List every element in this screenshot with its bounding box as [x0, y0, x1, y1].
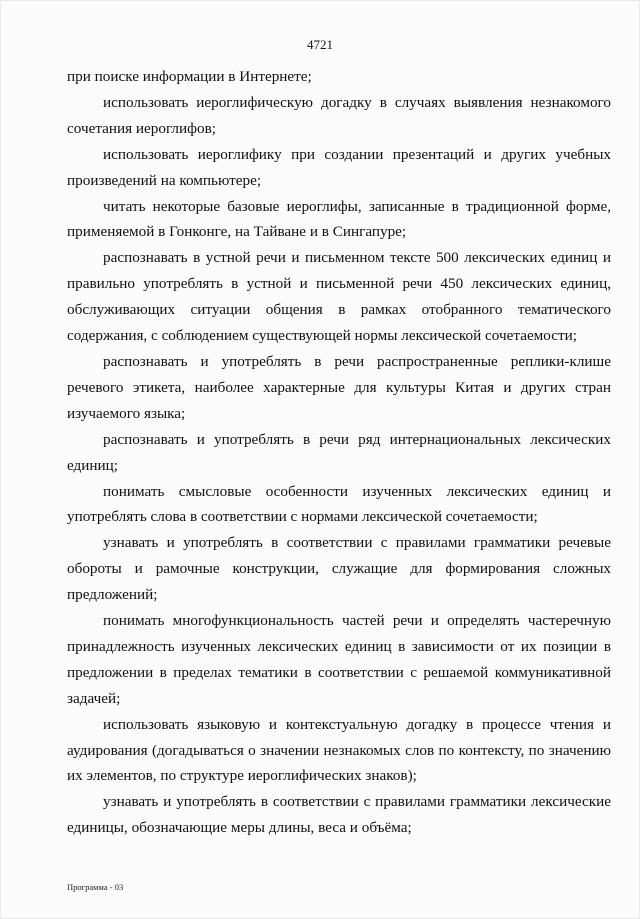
paragraph: понимать многофункциональность частей речи и определять частеречную принадлежность изученных лексических единиц в зависимости от их позиции в предложении в пределах тематики в соответствии с решаемой коммуникативной задачей; [67, 612, 611, 707]
page-number: 4721 [307, 37, 333, 52]
paragraph: узнавать и употреблять в соответствии с правилами грамматики речевые обороты и рамочные конструкции, служащие для формирования сложных предложений; [67, 534, 611, 604]
paragraph: использовать иероглифику при создании презентаций и других учебных произведений на компьютере; [67, 145, 611, 189]
paragraph: использовать иероглифическую догадку в случаях выявления незнакомого сочетания иероглифов; [67, 93, 611, 137]
paragraph: распознавать в устной речи и письменном тексте 500 лексических единиц и правильно употреблять в устной и письменной речи 450 лексических единиц, обслуживающих ситуации общения в рамках отобранного тематического содержания, с соблюдением существующей нормы лексической сочетаемости; [67, 249, 611, 345]
paragraph: распознавать и употреблять в речи ряд интернациональных лексических единиц; [67, 430, 611, 474]
paragraph: понимать смысловые особенности изученных лексических единиц и употреблять слова в соответствии с нормами лексической сочетаемости; [67, 482, 611, 526]
paragraph: использовать языковую и контекстуальную догадку в процессе чтения и аудирования (догадываться о значении незнакомых слов по контексту, по значению их элементов, по структуре иероглифических знаков); [67, 715, 611, 785]
document-body [67, 64, 611, 841]
page-footer: Программа - 03 [67, 882, 124, 892]
paragraph: при поиске информации в Интернете; [67, 68, 312, 85]
paragraph: читать некоторые базовые иероглифы, записанные в традиционной форме, применяемой в Гонконге, на Тайване и в Сингапуре; [67, 197, 611, 241]
paragraph: распознавать и употреблять в речи распространенные реплики-клише речевого этикета, наиболее характерные для культуры Китая и других стран изучаемого языка; [67, 352, 611, 422]
paragraph: узнавать и употреблять в соответствии с правилами грамматики лексические единицы, обозначающие меры длины, веса и объёма; [67, 793, 611, 837]
